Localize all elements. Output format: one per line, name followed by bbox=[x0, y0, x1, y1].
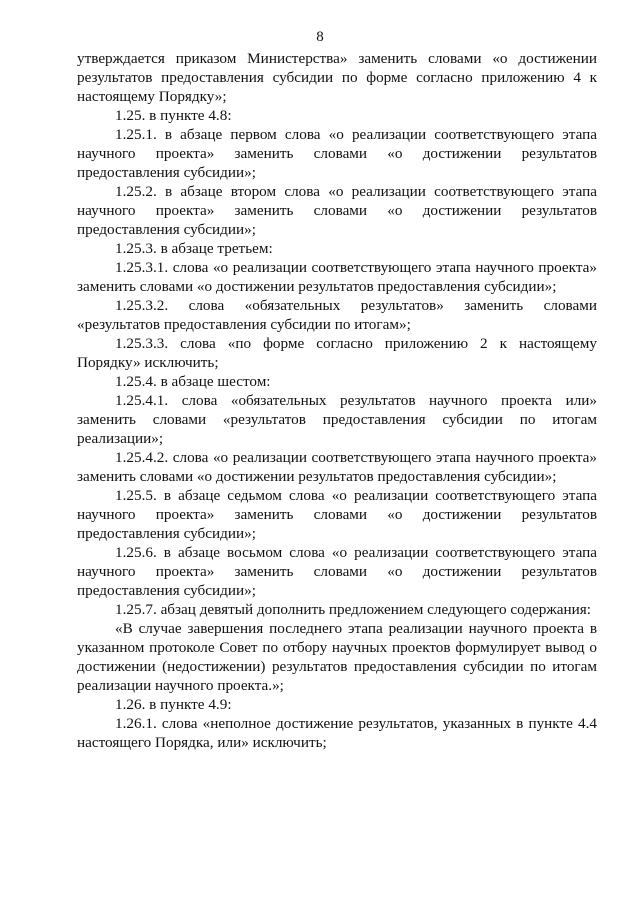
paragraph: 1.25.3.1. слова «о реализации соответствующего этапа научного проекта» заменить словами «о достижении результатов предоставления субсидии»; bbox=[77, 259, 597, 295]
paragraph: 1.25.4.1. слова «обязательных результатов научного проекта или» заменить словами «результатов предоставления субсидии по итогам реализации»; bbox=[77, 392, 597, 447]
paragraph: 1.26. в пункте 4.9: bbox=[115, 696, 232, 713]
paragraph: 1.25.4.2. слова «о реализации соответствующего этапа научного проекта» заменить словами «о достижении результатов предоставления субсидии»; bbox=[77, 449, 597, 485]
paragraph: 1.25.3.2. слова «обязательных результатов» заменить словами «результатов предоставления субсидии по итогам»; bbox=[77, 297, 597, 333]
paragraph: «В случае завершения последнего этапа реализации научного проекта в указанном протоколе Совет по отбору научных проектов формулирует вывод о достижении (недостижении) результатов предоставления субсидии по итогам реализации научного проекта.»; bbox=[77, 620, 597, 694]
paragraph: 1.25. в пункте 4.8: bbox=[115, 107, 232, 124]
paragraph: 1.25.3.3. слова «по форме согласно приложению 2 к настоящему Порядку» исключить; bbox=[77, 335, 597, 371]
document-body bbox=[77, 49, 597, 752]
paragraph: 1.26.1. слова «неполное достижение результатов, указанных в пункте 4.4 настоящего Порядка, или» исключить; bbox=[77, 715, 597, 751]
page-number: 8 bbox=[316, 29, 324, 45]
paragraph: утверждается приказом Министерства» заменить словами «о достижении результатов предоставления субсидии по форме согласно приложению 4 к настоящему Порядку»; bbox=[77, 50, 597, 105]
paragraph: 1.25.5. в абзаце седьмом слова «о реализации соответствующего этапа научного проекта» заменить словами «о достижении результатов предоставления субсидии»; bbox=[77, 487, 597, 542]
paragraph: 1.25.7. абзац девятый дополнить предложением следующего содержания: bbox=[115, 601, 592, 618]
paragraph: 1.25.6. в абзаце восьмом слова «о реализации соответствующего этапа научного проекта» заменить словами «о достижении результатов предоставления субсидии»; bbox=[77, 544, 597, 599]
paragraph: 1.25.3. в абзаце третьем: bbox=[115, 240, 273, 257]
paragraph: 1.25.2. в абзаце втором слова «о реализации соответствующего этапа научного проекта» заменить словами «о достижении результатов предоставления субсидии»; bbox=[77, 183, 597, 238]
paragraph: 1.25.1. в абзаце первом слова «о реализации соответствующего этапа научного проекта» заменить словами «о достижении результатов предоставления субсидии»; bbox=[77, 126, 597, 181]
paragraph: 1.25.4. в абзаце шестом: bbox=[115, 373, 271, 390]
